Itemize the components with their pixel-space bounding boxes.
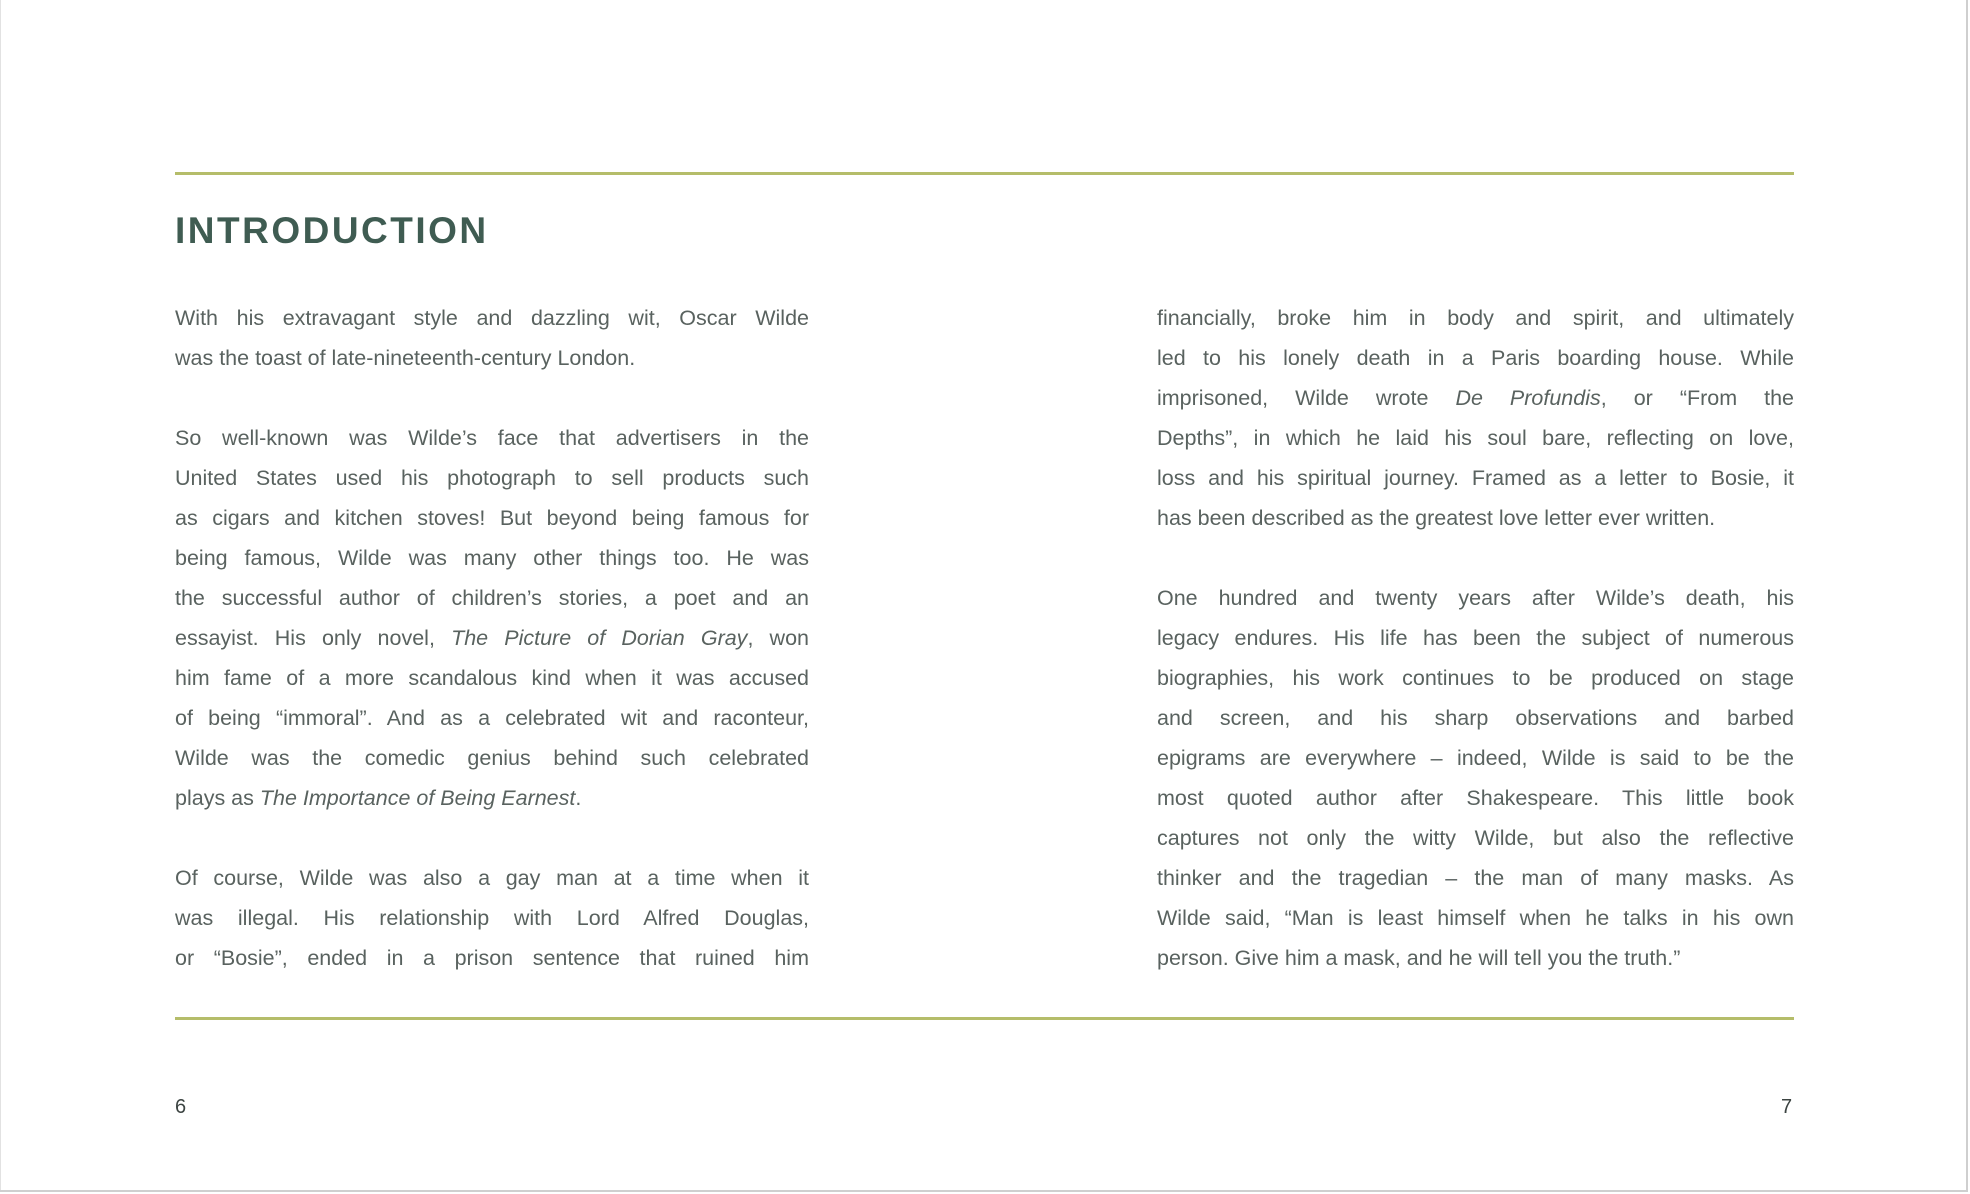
text-line: [1157, 458, 1794, 498]
text-run: Of course, Wilde was also a gay man at a time when it: [175, 866, 809, 890]
italic-title: The Importance of Being Earnest: [259, 786, 576, 810]
page-bottom-edge: [0, 1190, 1968, 1192]
text-line: [1157, 818, 1794, 858]
text-line: [175, 538, 809, 578]
page-number-right: 7: [1781, 1096, 1793, 1118]
text-run: So well-known was Wilde’s face that advertisers in the: [175, 426, 809, 450]
italic-title: De Profundis: [1455, 386, 1601, 410]
text-run: and screen, and his sharp observations and barbed: [1157, 706, 1794, 730]
text-line: [175, 938, 809, 978]
text-line: [175, 338, 809, 378]
text-run: thinker and the tragedian – the man of many masks. As: [1157, 866, 1794, 890]
left-column: [175, 298, 809, 978]
text-line: [1157, 738, 1794, 778]
bottom-rule: [175, 1017, 1794, 1020]
text-run: led to his lonely death in a Paris boarding house. While: [1157, 346, 1794, 370]
text-run: imprisoned, Wilde wrote: [1157, 386, 1456, 410]
text-line: [175, 898, 809, 938]
text-run: loss and his spiritual journey. Framed as a letter to Bosie, it: [1157, 466, 1794, 490]
text-line: [175, 858, 809, 898]
text-line: [1157, 938, 1794, 978]
text-line: [175, 778, 809, 818]
text-run: essayist. His only novel,: [175, 626, 452, 650]
text-line: [175, 698, 809, 738]
text-line: [175, 458, 809, 498]
text-run: One hundred and twenty years after Wilde’s death, his: [1157, 586, 1794, 610]
text-run: Depths”, in which he laid his soul bare, reflecting on love,: [1157, 426, 1794, 450]
text-run: .: [575, 786, 582, 810]
text-line: [1157, 698, 1794, 738]
text-run: With his extravagant style and dazzling wit, Oscar Wilde: [175, 306, 809, 330]
text-line: [1157, 378, 1794, 418]
text-line: [175, 738, 809, 778]
paragraph-break: [175, 378, 809, 418]
top-rule: [175, 172, 1794, 175]
text-run: legacy endures. His life has been the subject of numerous: [1157, 626, 1794, 650]
text-run: as cigars and kitchen stoves! But beyond being famous for: [175, 506, 809, 530]
text-line: [1157, 618, 1794, 658]
text-line: [175, 298, 809, 338]
text-run: was the toast of late-nineteenth-century London.: [175, 346, 636, 370]
text-run: of being “immoral”. And as a celebrated wit and raconteur,: [175, 706, 809, 730]
text-run: Wilde was the comedic genius behind such celebrated: [175, 746, 809, 770]
text-run: person. Give him a mask, and he will tell you the truth.”: [1157, 946, 1681, 970]
text-line: [1157, 338, 1794, 378]
text-run: him fame of a more scandalous kind when it was accused: [175, 666, 809, 690]
italic-title: The Picture of Dorian Gray: [451, 626, 748, 650]
text-line: [175, 418, 809, 458]
text-run: financially, broke him in body and spirit, and ultimately: [1157, 306, 1794, 330]
text-run: has been described as the greatest love letter ever written.: [1157, 506, 1716, 530]
text-run: the successful author of children’s stories, a poet and an: [175, 586, 809, 610]
text-line: [175, 658, 809, 698]
text-run: Wilde said, “Man is least himself when he talks in his own: [1157, 906, 1794, 930]
right-column: [1157, 298, 1794, 978]
text-run: , won: [747, 626, 809, 650]
paragraph-break: [1157, 538, 1794, 578]
text-run: being famous, Wilde was many other things too. He was: [175, 546, 809, 570]
text-run: epigrams are everywhere – indeed, Wilde is said to be the: [1157, 746, 1794, 770]
text-line: [1157, 418, 1794, 458]
text-run: , or “From the: [1600, 386, 1795, 410]
text-run: captures not only the witty Wilde, but also the reflective: [1157, 826, 1794, 850]
text-line: [1157, 498, 1794, 538]
text-line: [1157, 898, 1794, 938]
text-run: or “Bosie”, ended in a prison sentence that ruined him: [175, 946, 809, 970]
text-line: [1157, 298, 1794, 338]
text-run: plays as: [175, 786, 260, 810]
text-line: [175, 578, 809, 618]
paragraph-break: [175, 818, 809, 858]
text-line: [1157, 858, 1794, 898]
text-line: [175, 498, 809, 538]
text-run: biographies, his work continues to be produced on stage: [1157, 666, 1794, 690]
page-title: INTRODUCTION: [175, 210, 489, 251]
text-run: most quoted author after Shakespeare. This little book: [1157, 786, 1794, 810]
text-line: [1157, 778, 1794, 818]
page-right-edge: [1966, 0, 1968, 1192]
page-left-edge: [0, 0, 1, 1192]
text-run: was illegal. His relationship with Lord Alfred Douglas,: [175, 906, 809, 930]
text-line: [175, 618, 809, 658]
text-line: [1157, 578, 1794, 618]
text-line: [1157, 658, 1794, 698]
text-run: United States used his photograph to sell products such: [175, 466, 809, 490]
page-number-left: 6: [175, 1096, 187, 1118]
